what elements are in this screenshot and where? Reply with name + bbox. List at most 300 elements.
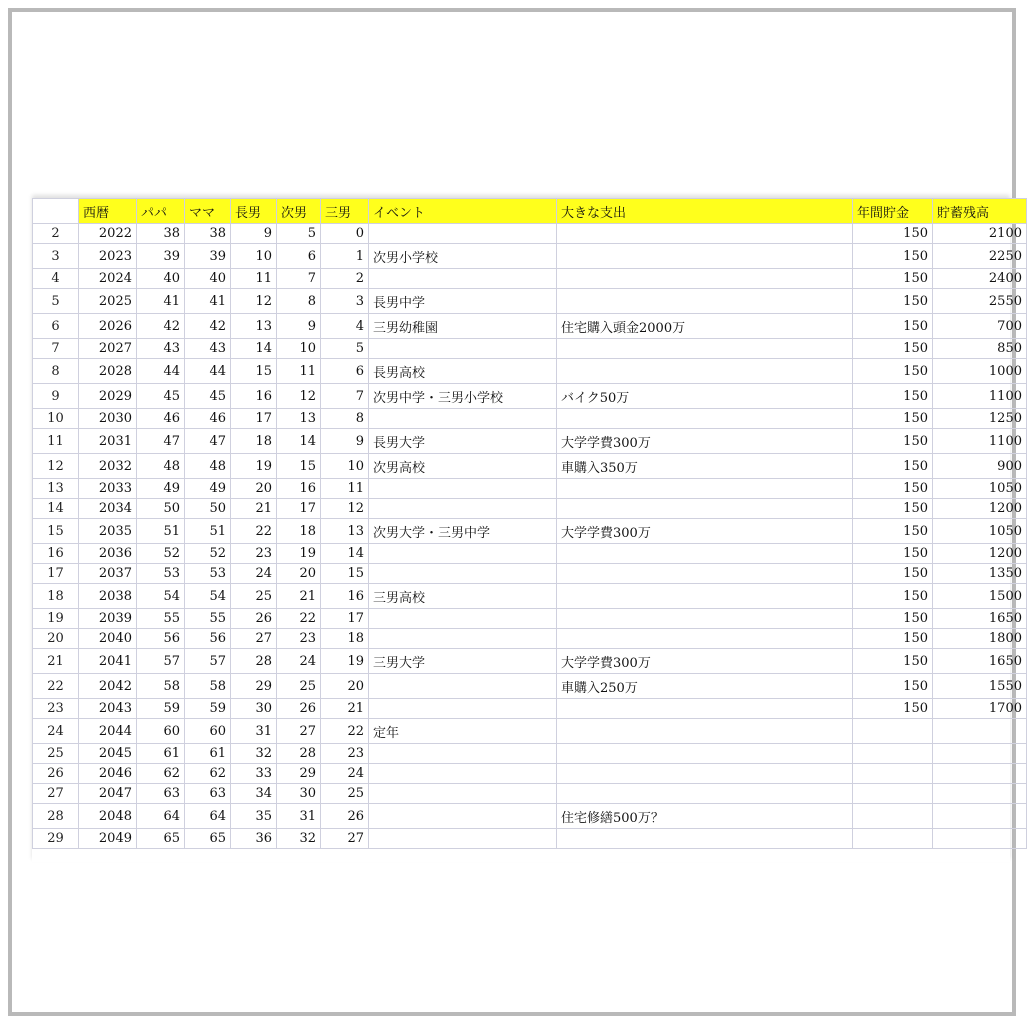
row-header[interactable]: 15 bbox=[33, 519, 79, 544]
cell-major-expense[interactable]: 車購入250万 bbox=[557, 674, 853, 699]
cell-major-expense[interactable] bbox=[557, 699, 853, 719]
cell-year[interactable]: 2027 bbox=[79, 339, 137, 359]
cell-papa[interactable]: 46 bbox=[137, 409, 185, 429]
cell-event[interactable] bbox=[369, 744, 557, 764]
cell-mama[interactable]: 41 bbox=[185, 289, 231, 314]
cell-major-expense[interactable] bbox=[557, 629, 853, 649]
cell-event[interactable] bbox=[369, 699, 557, 719]
cell-papa[interactable]: 56 bbox=[137, 629, 185, 649]
cell-savings-balance[interactable]: 700 bbox=[933, 314, 1027, 339]
cell-third-son[interactable]: 16 bbox=[321, 584, 369, 609]
cell-major-expense[interactable] bbox=[557, 609, 853, 629]
cell-second-son[interactable]: 11 bbox=[277, 359, 321, 384]
cell-second-son[interactable]: 18 bbox=[277, 519, 321, 544]
cell-eldest-son[interactable]: 21 bbox=[231, 499, 277, 519]
cell-major-expense[interactable] bbox=[557, 479, 853, 499]
cell-savings-balance[interactable]: 1100 bbox=[933, 384, 1027, 409]
cell-annual-savings[interactable] bbox=[853, 719, 933, 744]
row-header[interactable]: 25 bbox=[33, 744, 79, 764]
cell-event[interactable]: 次男中学・三男小学校 bbox=[369, 384, 557, 409]
cell-third-son[interactable]: 18 bbox=[321, 629, 369, 649]
cell-third-son[interactable]: 8 bbox=[321, 409, 369, 429]
cell-eldest-son[interactable]: 10 bbox=[231, 244, 277, 269]
cell-eldest-son[interactable]: 19 bbox=[231, 454, 277, 479]
cell-event[interactable]: 長男高校 bbox=[369, 359, 557, 384]
cell-eldest-son[interactable]: 13 bbox=[231, 314, 277, 339]
cell-savings-balance[interactable]: 2550 bbox=[933, 289, 1027, 314]
cell-mama[interactable]: 61 bbox=[185, 744, 231, 764]
cell-papa[interactable]: 55 bbox=[137, 609, 185, 629]
cell-event[interactable]: 定年 bbox=[369, 719, 557, 744]
cell-papa[interactable]: 45 bbox=[137, 384, 185, 409]
row-header[interactable]: 10 bbox=[33, 409, 79, 429]
cell-third-son[interactable]: 25 bbox=[321, 784, 369, 804]
cell-second-son[interactable]: 8 bbox=[277, 289, 321, 314]
cell-annual-savings[interactable]: 150 bbox=[853, 269, 933, 289]
cell-annual-savings[interactable]: 150 bbox=[853, 564, 933, 584]
cell-eldest-son[interactable]: 12 bbox=[231, 289, 277, 314]
cell-annual-savings[interactable]: 150 bbox=[853, 384, 933, 409]
cell-major-expense[interactable]: 大学学費300万 bbox=[557, 429, 853, 454]
cell-third-son[interactable]: 10 bbox=[321, 454, 369, 479]
cell-year[interactable]: 2025 bbox=[79, 289, 137, 314]
cell-mama[interactable]: 53 bbox=[185, 564, 231, 584]
cell-mama[interactable]: 40 bbox=[185, 269, 231, 289]
cell-papa[interactable]: 53 bbox=[137, 564, 185, 584]
cell-papa[interactable]: 62 bbox=[137, 764, 185, 784]
cell-mama[interactable]: 57 bbox=[185, 649, 231, 674]
cell-third-son[interactable]: 17 bbox=[321, 609, 369, 629]
cell-second-son[interactable]: 6 bbox=[277, 244, 321, 269]
cell-eldest-son[interactable]: 25 bbox=[231, 584, 277, 609]
row-header[interactable]: 12 bbox=[33, 454, 79, 479]
column-header-annual-savings[interactable]: 年間貯金 bbox=[853, 199, 933, 224]
cell-savings-balance[interactable]: 1100 bbox=[933, 429, 1027, 454]
cell-papa[interactable]: 58 bbox=[137, 674, 185, 699]
cell-year[interactable]: 2041 bbox=[79, 649, 137, 674]
row-header[interactable]: 2 bbox=[33, 224, 79, 244]
cell-second-son[interactable]: 25 bbox=[277, 674, 321, 699]
cell-third-son[interactable]: 11 bbox=[321, 479, 369, 499]
cell-major-expense[interactable] bbox=[557, 289, 853, 314]
cell-second-son[interactable]: 10 bbox=[277, 339, 321, 359]
cell-savings-balance[interactable]: 1500 bbox=[933, 584, 1027, 609]
cell-year[interactable]: 2024 bbox=[79, 269, 137, 289]
row-header[interactable]: 22 bbox=[33, 674, 79, 699]
cell-second-son[interactable]: 20 bbox=[277, 564, 321, 584]
cell-mama[interactable]: 56 bbox=[185, 629, 231, 649]
cell-second-son[interactable]: 13 bbox=[277, 409, 321, 429]
cell-second-son[interactable]: 31 bbox=[277, 804, 321, 829]
cell-mama[interactable]: 58 bbox=[185, 674, 231, 699]
row-header[interactable]: 14 bbox=[33, 499, 79, 519]
cell-year[interactable]: 2028 bbox=[79, 359, 137, 384]
cell-third-son[interactable]: 12 bbox=[321, 499, 369, 519]
cell-second-son[interactable]: 15 bbox=[277, 454, 321, 479]
row-header[interactable]: 29 bbox=[33, 829, 79, 849]
column-header-major-expense[interactable]: 大きな支出 bbox=[557, 199, 853, 224]
column-header-year[interactable]: 西暦 bbox=[79, 199, 137, 224]
cell-third-son[interactable]: 5 bbox=[321, 339, 369, 359]
cell-third-son[interactable]: 24 bbox=[321, 764, 369, 784]
cell-annual-savings[interactable]: 150 bbox=[853, 454, 933, 479]
cell-savings-balance[interactable]: 1000 bbox=[933, 359, 1027, 384]
cell-year[interactable]: 2033 bbox=[79, 479, 137, 499]
cell-papa[interactable]: 63 bbox=[137, 784, 185, 804]
cell-savings-balance[interactable]: 850 bbox=[933, 339, 1027, 359]
cell-event[interactable]: 三男幼稚園 bbox=[369, 314, 557, 339]
cell-year[interactable]: 2047 bbox=[79, 784, 137, 804]
column-header-third-son[interactable]: 三男 bbox=[321, 199, 369, 224]
row-header[interactable]: 5 bbox=[33, 289, 79, 314]
cell-papa[interactable]: 64 bbox=[137, 804, 185, 829]
cell-papa[interactable]: 51 bbox=[137, 519, 185, 544]
cell-savings-balance[interactable]: 2250 bbox=[933, 244, 1027, 269]
row-header[interactable]: 3 bbox=[33, 244, 79, 269]
cell-mama[interactable]: 64 bbox=[185, 804, 231, 829]
cell-savings-balance[interactable]: 1350 bbox=[933, 564, 1027, 584]
cell-third-son[interactable]: 6 bbox=[321, 359, 369, 384]
cell-annual-savings[interactable]: 150 bbox=[853, 649, 933, 674]
row-header[interactable]: 27 bbox=[33, 784, 79, 804]
cell-savings-balance[interactable]: 1200 bbox=[933, 544, 1027, 564]
cell-annual-savings[interactable]: 150 bbox=[853, 244, 933, 269]
cell-annual-savings[interactable] bbox=[853, 744, 933, 764]
cell-eldest-son[interactable]: 33 bbox=[231, 764, 277, 784]
cell-annual-savings[interactable]: 150 bbox=[853, 544, 933, 564]
cell-third-son[interactable]: 0 bbox=[321, 224, 369, 244]
cell-year[interactable]: 2030 bbox=[79, 409, 137, 429]
cell-annual-savings[interactable]: 150 bbox=[853, 289, 933, 314]
cell-major-expense[interactable] bbox=[557, 244, 853, 269]
cell-second-son[interactable]: 14 bbox=[277, 429, 321, 454]
row-header[interactable]: 24 bbox=[33, 719, 79, 744]
cell-mama[interactable]: 49 bbox=[185, 479, 231, 499]
cell-eldest-son[interactable]: 15 bbox=[231, 359, 277, 384]
cell-papa[interactable]: 40 bbox=[137, 269, 185, 289]
cell-second-son[interactable]: 27 bbox=[277, 719, 321, 744]
cell-second-son[interactable]: 12 bbox=[277, 384, 321, 409]
cell-annual-savings[interactable]: 150 bbox=[853, 629, 933, 649]
row-header[interactable]: 16 bbox=[33, 544, 79, 564]
cell-year[interactable]: 2045 bbox=[79, 744, 137, 764]
cell-major-expense[interactable] bbox=[557, 544, 853, 564]
cell-savings-balance[interactable] bbox=[933, 784, 1027, 804]
cell-second-son[interactable]: 16 bbox=[277, 479, 321, 499]
cell-year[interactable]: 2039 bbox=[79, 609, 137, 629]
cell-third-son[interactable]: 4 bbox=[321, 314, 369, 339]
cell-event[interactable]: 次男大学・三男中学 bbox=[369, 519, 557, 544]
column-header-mama[interactable]: ママ bbox=[185, 199, 231, 224]
cell-year[interactable]: 2032 bbox=[79, 454, 137, 479]
row-header[interactable]: 7 bbox=[33, 339, 79, 359]
cell-mama[interactable]: 39 bbox=[185, 244, 231, 269]
cell-papa[interactable]: 43 bbox=[137, 339, 185, 359]
cell-third-son[interactable]: 14 bbox=[321, 544, 369, 564]
cell-papa[interactable]: 61 bbox=[137, 744, 185, 764]
row-header[interactable]: 23 bbox=[33, 699, 79, 719]
cell-third-son[interactable]: 15 bbox=[321, 564, 369, 584]
cell-second-son[interactable]: 32 bbox=[277, 829, 321, 849]
cell-major-expense[interactable]: 車購入350万 bbox=[557, 454, 853, 479]
cell-event[interactable] bbox=[369, 479, 557, 499]
cell-second-son[interactable]: 9 bbox=[277, 314, 321, 339]
cell-annual-savings[interactable] bbox=[853, 784, 933, 804]
cell-third-son[interactable]: 7 bbox=[321, 384, 369, 409]
cell-year[interactable]: 2042 bbox=[79, 674, 137, 699]
cell-second-son[interactable]: 17 bbox=[277, 499, 321, 519]
cell-papa[interactable]: 39 bbox=[137, 244, 185, 269]
cell-event[interactable]: 三男大学 bbox=[369, 649, 557, 674]
row-header[interactable]: 6 bbox=[33, 314, 79, 339]
cell-savings-balance[interactable] bbox=[933, 804, 1027, 829]
cell-second-son[interactable]: 19 bbox=[277, 544, 321, 564]
cell-second-son[interactable]: 5 bbox=[277, 224, 321, 244]
column-header-event[interactable]: イベント bbox=[369, 199, 557, 224]
cell-second-son[interactable]: 30 bbox=[277, 784, 321, 804]
cell-savings-balance[interactable]: 1550 bbox=[933, 674, 1027, 699]
cell-annual-savings[interactable]: 150 bbox=[853, 699, 933, 719]
cell-savings-balance[interactable]: 1200 bbox=[933, 499, 1027, 519]
cell-event[interactable] bbox=[369, 269, 557, 289]
cell-event[interactable]: 次男高校 bbox=[369, 454, 557, 479]
row-header[interactable]: 11 bbox=[33, 429, 79, 454]
cell-year[interactable]: 2040 bbox=[79, 629, 137, 649]
cell-papa[interactable]: 42 bbox=[137, 314, 185, 339]
cell-eldest-son[interactable]: 11 bbox=[231, 269, 277, 289]
cell-event[interactable] bbox=[369, 564, 557, 584]
row-header[interactable]: 26 bbox=[33, 764, 79, 784]
cell-event[interactable]: 長男大学 bbox=[369, 429, 557, 454]
cell-eldest-son[interactable]: 16 bbox=[231, 384, 277, 409]
row-header[interactable]: 8 bbox=[33, 359, 79, 384]
cell-mama[interactable]: 63 bbox=[185, 784, 231, 804]
cell-papa[interactable]: 41 bbox=[137, 289, 185, 314]
column-header-eldest-son[interactable]: 長男 bbox=[231, 199, 277, 224]
cell-third-son[interactable]: 20 bbox=[321, 674, 369, 699]
cell-event[interactable] bbox=[369, 499, 557, 519]
cell-annual-savings[interactable]: 150 bbox=[853, 409, 933, 429]
cell-savings-balance[interactable] bbox=[933, 764, 1027, 784]
cell-major-expense[interactable] bbox=[557, 499, 853, 519]
cell-annual-savings[interactable]: 150 bbox=[853, 499, 933, 519]
cell-mama[interactable]: 62 bbox=[185, 764, 231, 784]
cell-major-expense[interactable]: 大学学費300万 bbox=[557, 519, 853, 544]
cell-papa[interactable]: 49 bbox=[137, 479, 185, 499]
cell-year[interactable]: 2036 bbox=[79, 544, 137, 564]
row-header[interactable]: 21 bbox=[33, 649, 79, 674]
cell-eldest-son[interactable]: 18 bbox=[231, 429, 277, 454]
cell-savings-balance[interactable]: 1700 bbox=[933, 699, 1027, 719]
cell-second-son[interactable]: 22 bbox=[277, 609, 321, 629]
cell-eldest-son[interactable]: 34 bbox=[231, 784, 277, 804]
cell-year[interactable]: 2035 bbox=[79, 519, 137, 544]
cell-savings-balance[interactable] bbox=[933, 744, 1027, 764]
cell-eldest-son[interactable]: 24 bbox=[231, 564, 277, 584]
row-header[interactable]: 28 bbox=[33, 804, 79, 829]
cell-annual-savings[interactable]: 150 bbox=[853, 339, 933, 359]
cell-papa[interactable]: 48 bbox=[137, 454, 185, 479]
cell-papa[interactable]: 60 bbox=[137, 719, 185, 744]
cell-major-expense[interactable] bbox=[557, 339, 853, 359]
cell-second-son[interactable]: 26 bbox=[277, 699, 321, 719]
cell-eldest-son[interactable]: 36 bbox=[231, 829, 277, 849]
cell-major-expense[interactable] bbox=[557, 764, 853, 784]
cell-major-expense[interactable] bbox=[557, 564, 853, 584]
cell-mama[interactable]: 43 bbox=[185, 339, 231, 359]
cell-mama[interactable]: 47 bbox=[185, 429, 231, 454]
cell-year[interactable]: 2044 bbox=[79, 719, 137, 744]
cell-annual-savings[interactable]: 150 bbox=[853, 314, 933, 339]
cell-major-expense[interactable]: 住宅修繕500万？ bbox=[557, 804, 853, 829]
cell-event[interactable] bbox=[369, 784, 557, 804]
cell-annual-savings[interactable]: 150 bbox=[853, 674, 933, 699]
cell-year[interactable]: 2023 bbox=[79, 244, 137, 269]
cell-major-expense[interactable] bbox=[557, 409, 853, 429]
cell-annual-savings[interactable]: 150 bbox=[853, 224, 933, 244]
cell-savings-balance[interactable]: 1050 bbox=[933, 519, 1027, 544]
cell-annual-savings[interactable]: 150 bbox=[853, 359, 933, 384]
cell-annual-savings[interactable] bbox=[853, 804, 933, 829]
cell-third-son[interactable]: 19 bbox=[321, 649, 369, 674]
cell-event[interactable] bbox=[369, 339, 557, 359]
cell-papa[interactable]: 44 bbox=[137, 359, 185, 384]
cell-mama[interactable]: 60 bbox=[185, 719, 231, 744]
cell-annual-savings[interactable] bbox=[853, 764, 933, 784]
cell-mama[interactable]: 54 bbox=[185, 584, 231, 609]
cell-year[interactable]: 2031 bbox=[79, 429, 137, 454]
cell-savings-balance[interactable]: 1650 bbox=[933, 649, 1027, 674]
cell-savings-balance[interactable] bbox=[933, 829, 1027, 849]
cell-major-expense[interactable] bbox=[557, 744, 853, 764]
cell-eldest-son[interactable]: 22 bbox=[231, 519, 277, 544]
cell-mama[interactable]: 42 bbox=[185, 314, 231, 339]
cell-papa[interactable]: 47 bbox=[137, 429, 185, 454]
cell-year[interactable]: 2038 bbox=[79, 584, 137, 609]
cell-annual-savings[interactable]: 150 bbox=[853, 479, 933, 499]
cell-mama[interactable]: 59 bbox=[185, 699, 231, 719]
cell-eldest-son[interactable]: 28 bbox=[231, 649, 277, 674]
cell-event[interactable] bbox=[369, 829, 557, 849]
cell-eldest-son[interactable]: 23 bbox=[231, 544, 277, 564]
cell-savings-balance[interactable]: 2100 bbox=[933, 224, 1027, 244]
cell-mama[interactable]: 52 bbox=[185, 544, 231, 564]
cell-major-expense[interactable] bbox=[557, 719, 853, 744]
cell-eldest-son[interactable]: 35 bbox=[231, 804, 277, 829]
cell-mama[interactable]: 51 bbox=[185, 519, 231, 544]
cell-eldest-son[interactable]: 27 bbox=[231, 629, 277, 649]
cell-major-expense[interactable]: バイク50万 bbox=[557, 384, 853, 409]
row-header[interactable]: 19 bbox=[33, 609, 79, 629]
cell-mama[interactable]: 44 bbox=[185, 359, 231, 384]
cell-savings-balance[interactable]: 1650 bbox=[933, 609, 1027, 629]
column-header-papa[interactable]: パパ bbox=[137, 199, 185, 224]
cell-event[interactable] bbox=[369, 764, 557, 784]
cell-eldest-son[interactable]: 30 bbox=[231, 699, 277, 719]
cell-major-expense[interactable] bbox=[557, 784, 853, 804]
cell-annual-savings[interactable]: 150 bbox=[853, 519, 933, 544]
cell-major-expense[interactable] bbox=[557, 829, 853, 849]
cell-year[interactable]: 2029 bbox=[79, 384, 137, 409]
cell-mama[interactable]: 55 bbox=[185, 609, 231, 629]
cell-annual-savings[interactable] bbox=[853, 829, 933, 849]
cell-event[interactable]: 次男小学校 bbox=[369, 244, 557, 269]
cell-major-expense[interactable] bbox=[557, 584, 853, 609]
cell-eldest-son[interactable]: 17 bbox=[231, 409, 277, 429]
cell-annual-savings[interactable]: 150 bbox=[853, 429, 933, 454]
cell-papa[interactable]: 59 bbox=[137, 699, 185, 719]
cell-year[interactable]: 2026 bbox=[79, 314, 137, 339]
cell-year[interactable]: 2022 bbox=[79, 224, 137, 244]
cell-savings-balance[interactable] bbox=[933, 719, 1027, 744]
cell-third-son[interactable]: 27 bbox=[321, 829, 369, 849]
cell-second-son[interactable]: 29 bbox=[277, 764, 321, 784]
cell-eldest-son[interactable]: 32 bbox=[231, 744, 277, 764]
row-header[interactable]: 9 bbox=[33, 384, 79, 409]
cell-year[interactable]: 2037 bbox=[79, 564, 137, 584]
cell-second-son[interactable]: 23 bbox=[277, 629, 321, 649]
cell-major-expense[interactable] bbox=[557, 269, 853, 289]
cell-second-son[interactable]: 7 bbox=[277, 269, 321, 289]
cell-year[interactable]: 2049 bbox=[79, 829, 137, 849]
cell-second-son[interactable]: 21 bbox=[277, 584, 321, 609]
cell-mama[interactable]: 65 bbox=[185, 829, 231, 849]
cell-annual-savings[interactable]: 150 bbox=[853, 584, 933, 609]
cell-event[interactable]: 長男中学 bbox=[369, 289, 557, 314]
cell-major-expense[interactable] bbox=[557, 224, 853, 244]
cell-event[interactable] bbox=[369, 674, 557, 699]
cell-mama[interactable]: 38 bbox=[185, 224, 231, 244]
cell-major-expense[interactable] bbox=[557, 359, 853, 384]
cell-third-son[interactable]: 2 bbox=[321, 269, 369, 289]
cell-second-son[interactable]: 28 bbox=[277, 744, 321, 764]
cell-third-son[interactable]: 13 bbox=[321, 519, 369, 544]
cell-third-son[interactable]: 23 bbox=[321, 744, 369, 764]
cell-eldest-son[interactable]: 14 bbox=[231, 339, 277, 359]
cell-eldest-son[interactable]: 31 bbox=[231, 719, 277, 744]
cell-third-son[interactable]: 21 bbox=[321, 699, 369, 719]
row-header[interactable]: 13 bbox=[33, 479, 79, 499]
cell-savings-balance[interactable]: 1800 bbox=[933, 629, 1027, 649]
cell-event[interactable] bbox=[369, 224, 557, 244]
column-header-second-son[interactable]: 次男 bbox=[277, 199, 321, 224]
cell-event[interactable] bbox=[369, 629, 557, 649]
cell-year[interactable]: 2048 bbox=[79, 804, 137, 829]
header-corner[interactable] bbox=[33, 199, 79, 224]
cell-year[interactable]: 2043 bbox=[79, 699, 137, 719]
cell-papa[interactable]: 65 bbox=[137, 829, 185, 849]
cell-mama[interactable]: 45 bbox=[185, 384, 231, 409]
cell-third-son[interactable]: 1 bbox=[321, 244, 369, 269]
cell-event[interactable] bbox=[369, 609, 557, 629]
cell-year[interactable]: 2046 bbox=[79, 764, 137, 784]
cell-mama[interactable]: 50 bbox=[185, 499, 231, 519]
cell-third-son[interactable]: 22 bbox=[321, 719, 369, 744]
row-header[interactable]: 17 bbox=[33, 564, 79, 584]
cell-papa[interactable]: 54 bbox=[137, 584, 185, 609]
row-header[interactable]: 4 bbox=[33, 269, 79, 289]
row-header[interactable]: 20 bbox=[33, 629, 79, 649]
cell-major-expense[interactable]: 住宅購入頭金2000万 bbox=[557, 314, 853, 339]
cell-savings-balance[interactable]: 1250 bbox=[933, 409, 1027, 429]
cell-event[interactable] bbox=[369, 544, 557, 564]
column-header-savings-balance[interactable]: 貯蓄残高 bbox=[933, 199, 1027, 224]
cell-savings-balance[interactable]: 2400 bbox=[933, 269, 1027, 289]
cell-major-expense[interactable]: 大学学費300万 bbox=[557, 649, 853, 674]
cell-eldest-son[interactable]: 26 bbox=[231, 609, 277, 629]
cell-eldest-son[interactable]: 20 bbox=[231, 479, 277, 499]
cell-year[interactable]: 2034 bbox=[79, 499, 137, 519]
